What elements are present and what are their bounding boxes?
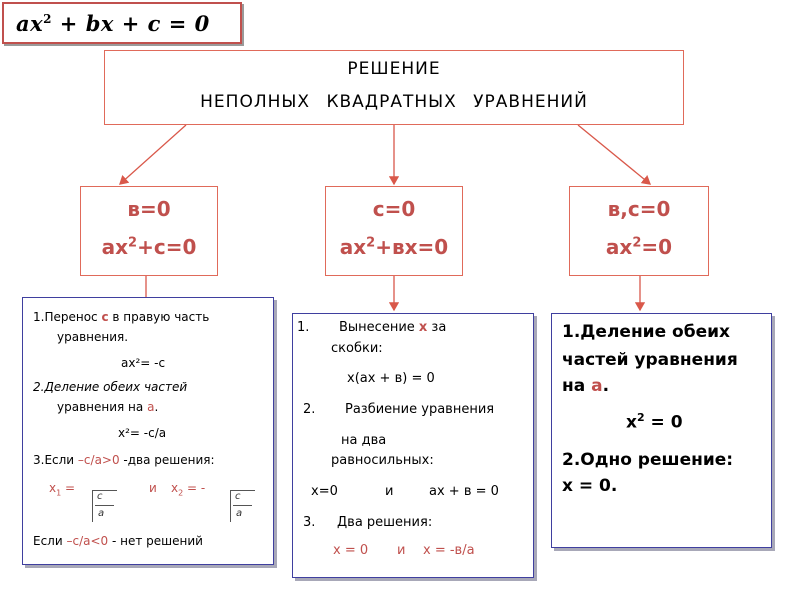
sol2-root1: х = 0 [333, 543, 369, 558]
sol2-step1-cont: скобки: [331, 341, 383, 356]
sol1-step3: 3.Если –с/а>0 -два решения: [33, 453, 215, 467]
sol3-line3: на а. [562, 376, 610, 396]
sol1-x2-label: $х_2$ = - [171, 481, 206, 498]
case-equation: $ах^2+вх=0$ [339, 235, 449, 259]
general-formula: $ax^2$ + bx + c = 0 [16, 10, 210, 36]
sol2-and: и [385, 484, 394, 499]
title-box [104, 50, 684, 125]
sol2-root2: х = -в/а [423, 543, 475, 558]
solution-box-c-zero [292, 313, 534, 578]
sol1-step1: 1.Перенос с в правую часть [33, 310, 210, 324]
case-condition: с=0 [372, 197, 416, 221]
case-condition: в=0 [127, 197, 171, 221]
sol3-eq: $х^2 = 0$ [626, 411, 683, 433]
sqrt-minus-c-over-a-1: c a [85, 486, 117, 524]
sol2-step2-cont2: равносильных: [331, 453, 434, 468]
sol2-eq1: х(ах + в) = 0 [347, 371, 435, 386]
sol1-and: и [149, 481, 157, 495]
sol1-step1-cont: уравнения. [57, 330, 129, 344]
sol2-num3: 3. [303, 515, 316, 530]
sol2-step2: Разбиение уравнения [345, 402, 495, 417]
arrow-title-to-case-b0 [120, 125, 186, 184]
sol2-num2: 2. [303, 402, 316, 417]
title-line-1: РЕШЕНИЕ [347, 59, 441, 79]
sol2-eq2b: ах + в = 0 [429, 484, 499, 499]
case-equation: $ах^2=0$ [605, 235, 673, 259]
sol2-and2: и [397, 543, 406, 558]
sol2-step1: Вынесение х за [339, 320, 447, 335]
sol3-line5: х = 0. [562, 476, 618, 496]
sol1-x1-label: $х_1$ = [49, 481, 76, 498]
case-b-c-zero [569, 186, 709, 276]
sol2-step3: Два решения: [337, 515, 433, 530]
sol3-line1: 1.Деление обеих [562, 322, 730, 342]
case-equation: $ах^2+с=0$ [101, 235, 197, 259]
sol1-step2-cont: уравнения на а. [57, 400, 159, 414]
sol2-num1: 1. [297, 320, 310, 335]
case-b-zero [80, 186, 218, 276]
case-condition: в,с=0 [607, 197, 671, 221]
sqrt-minus-c-over-a-2: c a [223, 486, 255, 524]
case-c-zero [325, 186, 463, 276]
sol3-line2: частей уравнения [562, 350, 738, 370]
solution-box-b-zero [22, 297, 274, 565]
sol1-eq1: ах²= -с [121, 356, 166, 370]
solution-box-b-c-zero [551, 313, 772, 548]
title-line-2: НЕПОЛНЫХ КВАДРАТНЫХ УРАВНЕНИЙ [200, 92, 588, 112]
arrow-title-to-case-bc0 [578, 125, 650, 184]
general-formula-box [2, 2, 242, 44]
sol1-eq2: х²= -с/а [118, 426, 167, 440]
sol1-step4: Если –с/а<0 - нет решений [33, 534, 203, 548]
sol2-eq2a: х=0 [311, 484, 338, 499]
sol3-line4: 2.Одно решение: [562, 450, 734, 470]
sol1-step2: 2.Деление обеих частей [33, 380, 188, 394]
sol2-step2-cont: на два [341, 433, 387, 448]
